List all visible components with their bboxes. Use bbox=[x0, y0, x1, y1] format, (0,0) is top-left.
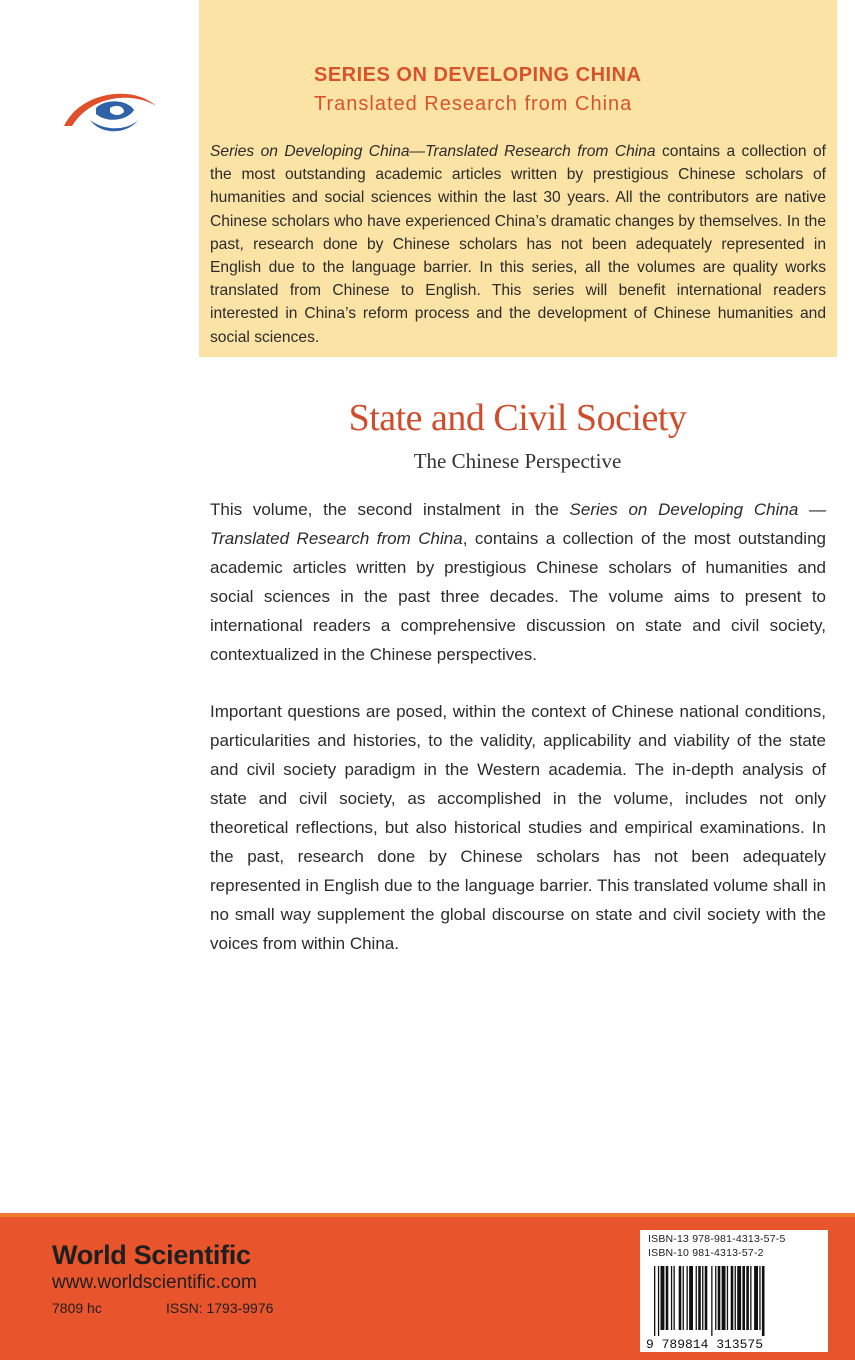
barcode-bar bbox=[705, 1266, 708, 1330]
book-code: 7809 hc bbox=[52, 1300, 102, 1316]
barcode-bar bbox=[689, 1266, 693, 1330]
barcode-bar bbox=[687, 1266, 688, 1330]
barcode-bar bbox=[718, 1266, 721, 1330]
isbn-10: ISBN-10 981-4313-57-2 bbox=[648, 1247, 764, 1259]
barcode-bar bbox=[702, 1266, 703, 1330]
footer-stripe bbox=[0, 1213, 855, 1217]
series-subtitle: Translated Research from China bbox=[314, 93, 633, 115]
blurb-paragraph-2: Important questions are posed, within the context of Chinese national conditions, particularities and histories, to the validity, applicability and viability of the state and civil society paradigm in the Western academia. The in-depth analysis of state and civil society, as accomplished in the volume, includes not only theoretical reflections, but also historical studies and empirical examinations. In the past, research done by Chinese scholars has not been adequately represented in English due to the language barrier. This translated volume shall in no small way supplement the global discourse on state and civil society with the voices from within China. bbox=[210, 702, 826, 953]
barcode-bar bbox=[731, 1266, 734, 1330]
barcode-digits: 9 789814 313575 bbox=[646, 1337, 764, 1352]
barcode-bar bbox=[698, 1266, 701, 1330]
barcode-bar bbox=[666, 1266, 669, 1330]
barcode-bar bbox=[727, 1266, 728, 1330]
series-description bbox=[210, 140, 826, 349]
barcode-bar bbox=[737, 1266, 741, 1330]
blurb-paragraph-1 bbox=[210, 495, 826, 669]
barcode-bar bbox=[679, 1266, 682, 1330]
issn-number: ISSN: 1793-9976 bbox=[166, 1300, 274, 1316]
barcode-bar bbox=[715, 1266, 716, 1330]
blurb-p1-italic: Series on Developing China — Translated Research from China bbox=[210, 500, 827, 548]
blurb-p1-end: , contains a collection of the most outstanding academic articles written by prestigious Chinese scholars of humanities and social sciences in the past three decades. The volume aims to present to international readers a comprehensive discussion on state and civil society, contextualized in the Chinese perspectives. bbox=[210, 529, 826, 664]
barcode-bar bbox=[658, 1266, 659, 1336]
isbn-13: ISBN-13 978-981-4313-57-5 bbox=[648, 1233, 786, 1245]
blurb-p1-start: This volume, the second instalment in the bbox=[210, 500, 570, 519]
series-description-text: contains a collection of the most outstanding academic articles written by prestigious Chinese scholars of humanities and social sciences within the last 30 years. All the contributors are native Chinese scholars who have experienced China’s dramatic changes by themselves. In the past, research done by Chinese scholars has not been adequately represented in English due to the language barrier. In this series, all the volumes are quality works translated from Chinese to English. This series will benefit international readers interested in China’s reform process and the development of Chinese humanities and social sciences. bbox=[210, 143, 826, 346]
barcode-bar bbox=[746, 1266, 749, 1330]
barcode-bar bbox=[654, 1266, 655, 1336]
barcode-bar bbox=[750, 1266, 751, 1330]
barcode-bar bbox=[722, 1266, 726, 1330]
barcode-bar bbox=[762, 1266, 765, 1336]
barcode-bar bbox=[661, 1266, 665, 1330]
barcode-bar bbox=[696, 1266, 697, 1330]
barcode-bar bbox=[754, 1266, 758, 1330]
barcode-bar bbox=[683, 1266, 684, 1330]
barcode-bar bbox=[759, 1266, 760, 1330]
barcode-bar bbox=[742, 1266, 745, 1330]
barcode-icon bbox=[640, 1262, 828, 1352]
series-description-italic: Series on Developing China—Translated Research from China bbox=[210, 143, 656, 160]
barcode-bar bbox=[735, 1266, 736, 1330]
barcode-bar bbox=[711, 1266, 712, 1336]
barcode-panel bbox=[640, 1230, 828, 1352]
book-title: State and Civil Society bbox=[348, 397, 687, 439]
barcode-bar bbox=[674, 1266, 675, 1330]
book-subtitle: The Chinese Perspective bbox=[413, 449, 622, 473]
publisher-website: www.worldscientific.com bbox=[52, 1272, 257, 1293]
barcode-bar bbox=[671, 1266, 672, 1330]
series-title: SERIES ON DEVELOPING CHINA bbox=[314, 64, 642, 86]
publisher-name: World Scientific bbox=[52, 1240, 251, 1270]
eye-logo-icon bbox=[62, 86, 158, 136]
